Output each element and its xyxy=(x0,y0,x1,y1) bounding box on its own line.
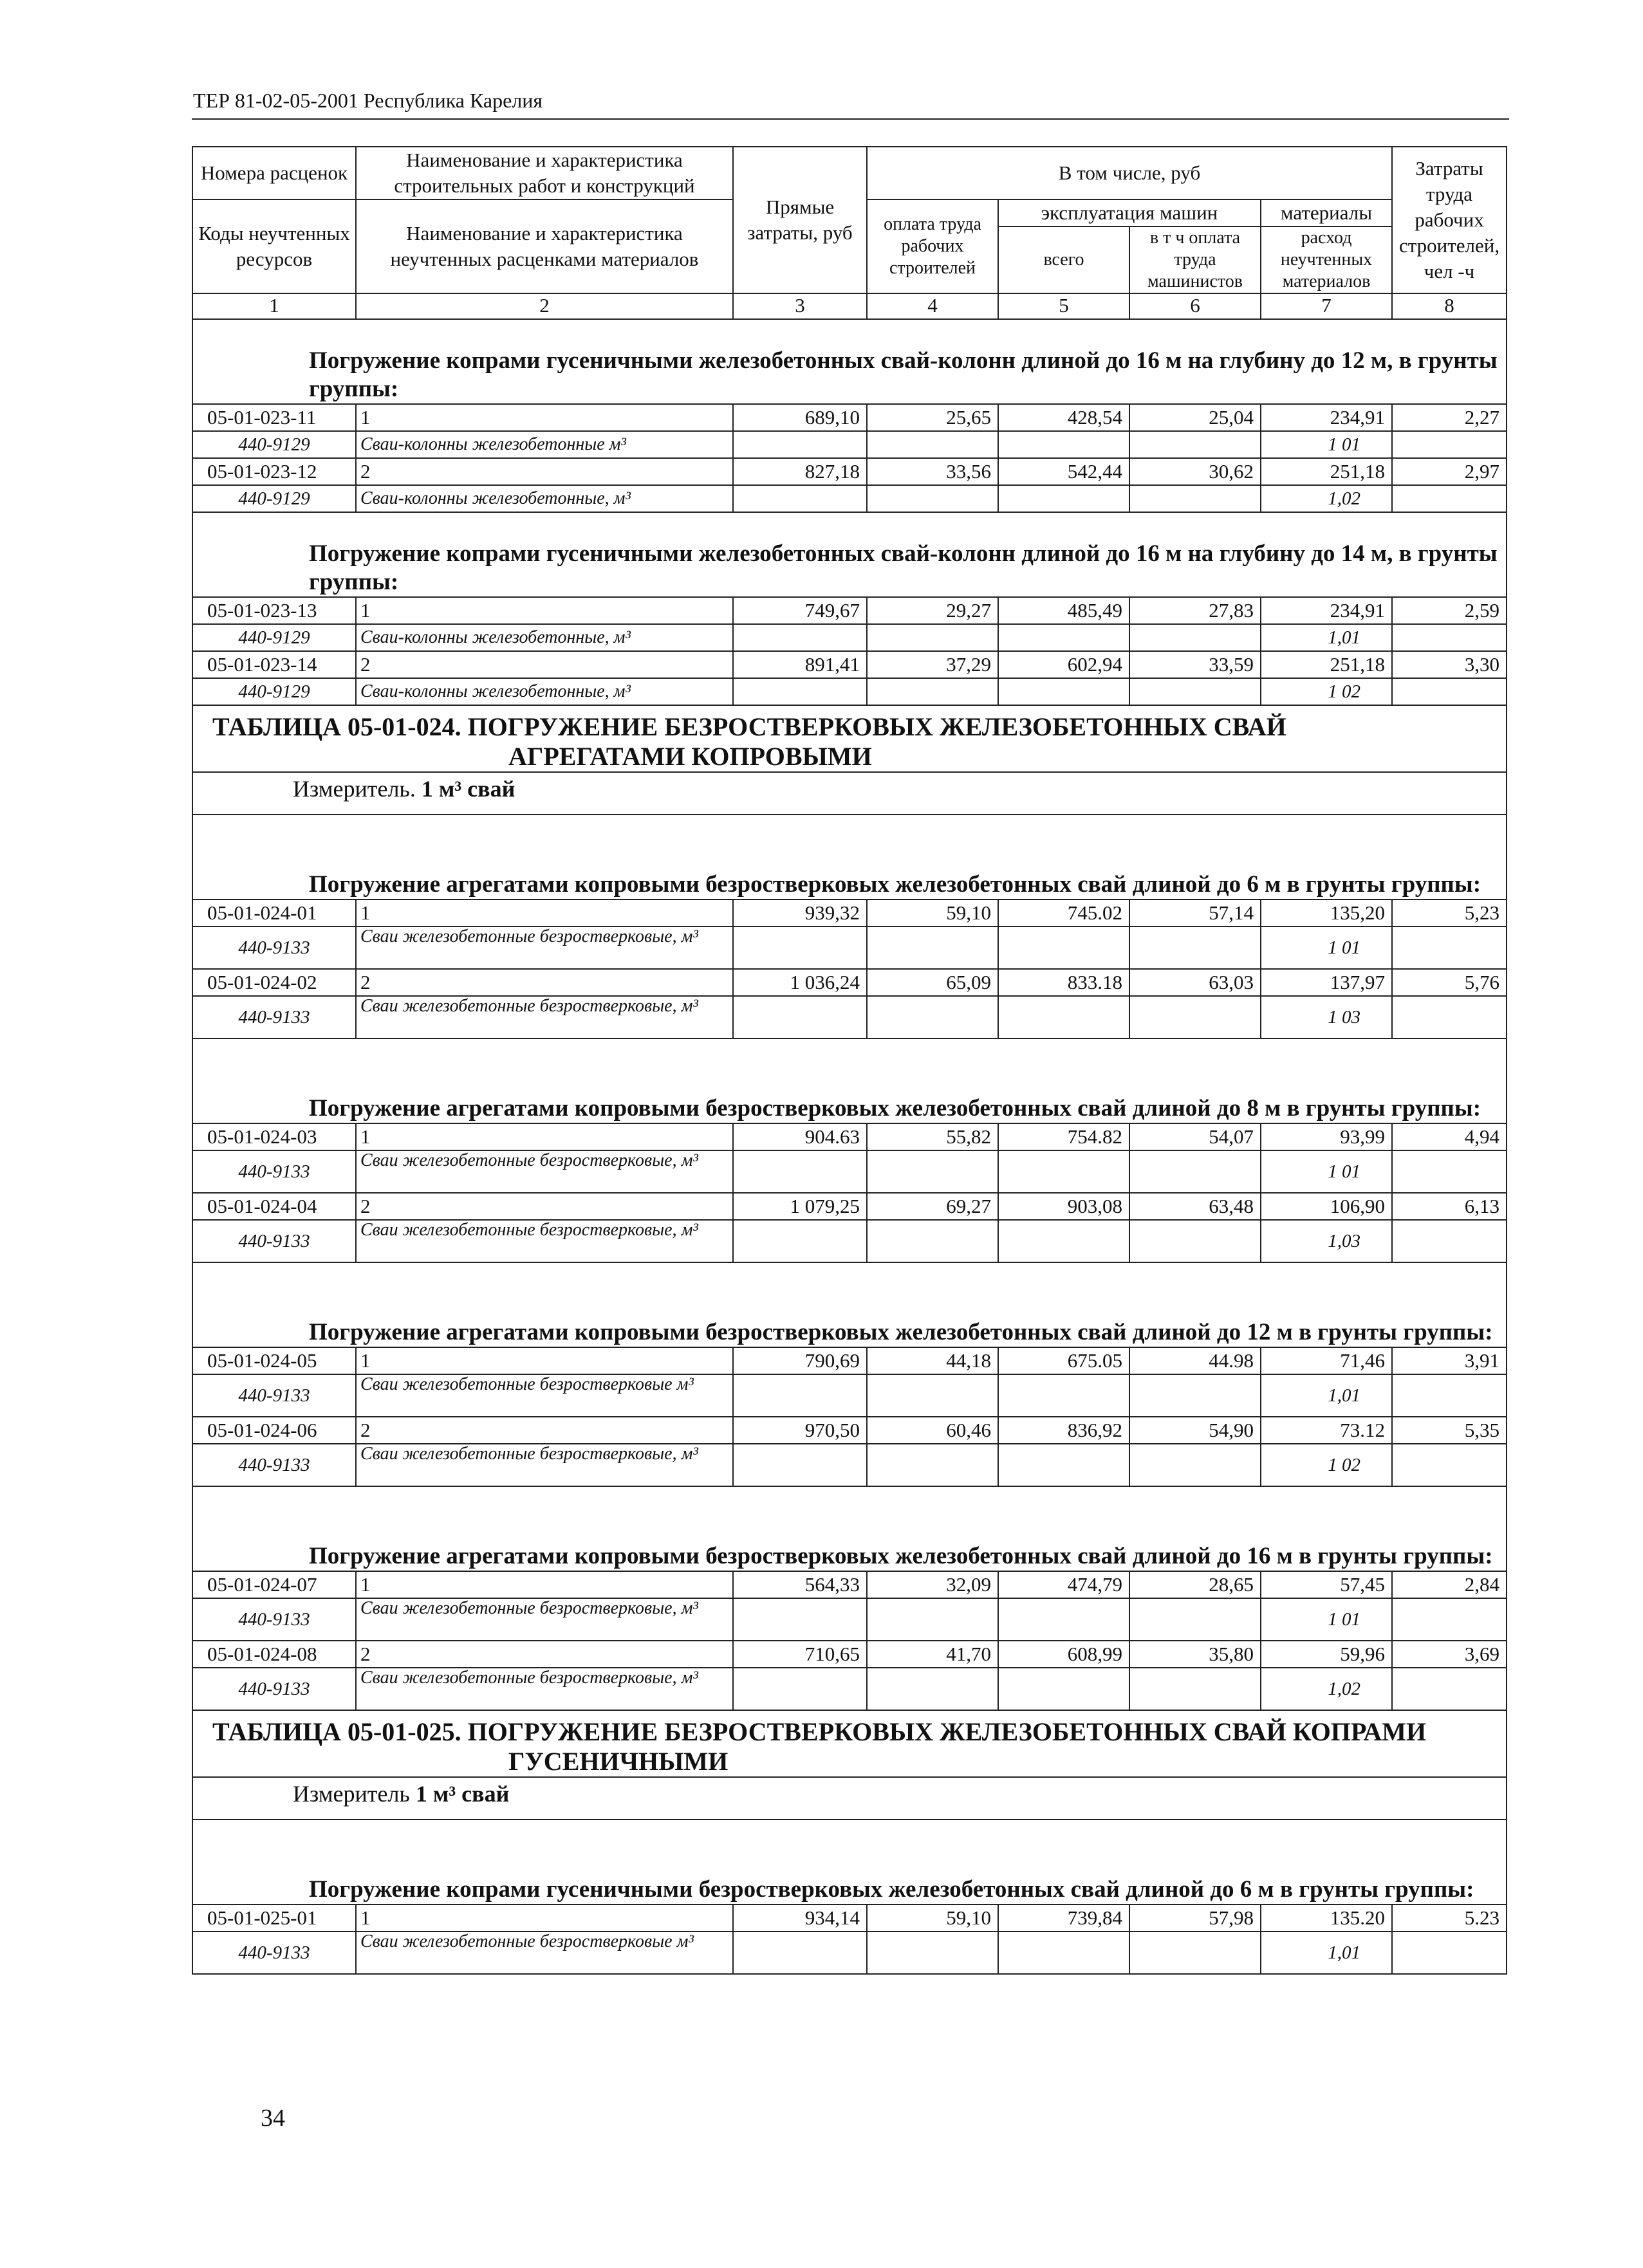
direct-costs-empty xyxy=(733,1444,867,1486)
operator-pay-empty xyxy=(1129,1220,1261,1262)
direct-costs: 827,18 xyxy=(733,458,867,485)
material-code: 440-9129 xyxy=(192,485,356,512)
labor-hours-empty xyxy=(1392,678,1507,705)
measure-label: Измеритель. xyxy=(293,776,416,802)
head-machines: эксплуатация машин xyxy=(998,199,1261,226)
labor-hours: 3,69 xyxy=(1392,1641,1507,1668)
worker-pay-empty xyxy=(867,996,998,1038)
materials-cost: 57,45 xyxy=(1261,1571,1392,1598)
operator-pay-empty xyxy=(1129,678,1261,705)
material-quantity: 1 01 xyxy=(1261,927,1392,969)
table-row xyxy=(192,899,1507,927)
table-title xyxy=(192,1710,1507,1777)
column-number: 1 xyxy=(192,293,356,319)
column-number: 7 xyxy=(1261,293,1392,319)
direct-costs-empty xyxy=(733,1220,867,1262)
worker-pay-empty xyxy=(867,624,998,651)
direct-costs: 970,50 xyxy=(733,1417,867,1444)
column-number: 5 xyxy=(998,293,1129,319)
table-row xyxy=(192,1347,1507,1374)
worker-pay: 59,10 xyxy=(867,1904,998,1931)
table-title-line-2: АГРЕГАТАМИ КОПРОВЫМИ xyxy=(508,742,872,771)
operator-pay: 63,03 xyxy=(1129,969,1261,996)
operator-pay-empty xyxy=(1129,485,1261,512)
material-name: Сваи железобетонные безростверковые, м³ xyxy=(356,1150,733,1193)
table-row xyxy=(192,597,1507,624)
labor-hours: 5,76 xyxy=(1392,969,1507,996)
materials-cost: 251,18 xyxy=(1261,458,1392,485)
machines-total-empty xyxy=(998,678,1129,705)
section-title: Погружение агрегатами копровыми безростверковых железобетонных свай длиной до 8 м в грунты группы: xyxy=(192,1038,1507,1123)
material-name: Сваи-колонны железобетонные, м³ xyxy=(356,485,733,512)
materials-cost: 106,90 xyxy=(1261,1193,1392,1220)
worker-pay: 29,27 xyxy=(867,597,998,624)
worker-pay-empty xyxy=(867,431,998,458)
direct-costs-empty xyxy=(733,678,867,705)
material-row xyxy=(192,1150,1507,1193)
section-title: Погружение агрегатами копровыми безростверковых железобетонных свай длиной до 16 м в грунты группы: xyxy=(192,1486,1507,1571)
labor-hours-empty xyxy=(1392,927,1507,969)
operator-pay-empty xyxy=(1129,624,1261,651)
soil-group: 2 xyxy=(356,1193,733,1220)
rate-code: 05-01-023-13 xyxy=(192,597,356,624)
material-row xyxy=(192,996,1507,1038)
direct-costs: 710,65 xyxy=(733,1641,867,1668)
worker-pay: 60,46 xyxy=(867,1417,998,1444)
labor-hours: 2,59 xyxy=(1392,597,1507,624)
direct-costs-empty xyxy=(733,624,867,651)
head-labor-hours: Затраты труда рабочих строителей, чел -ч xyxy=(1392,147,1507,293)
soil-group: 2 xyxy=(356,458,733,485)
material-name: Сваи-колонны железобетонные м³ xyxy=(356,431,733,458)
machines-total: 428,54 xyxy=(998,404,1129,431)
soil-group: 1 xyxy=(356,1904,733,1931)
worker-pay-empty xyxy=(867,678,998,705)
material-code: 440-9129 xyxy=(192,624,356,651)
labor-hours: 3,30 xyxy=(1392,651,1507,678)
machines-total-empty xyxy=(998,485,1129,512)
operator-pay-empty xyxy=(1129,1598,1261,1641)
machines-total-empty xyxy=(998,1374,1129,1417)
worker-pay-empty xyxy=(867,1598,998,1641)
operator-pay-empty xyxy=(1129,1374,1261,1417)
direct-costs: 1 079,25 xyxy=(733,1193,867,1220)
section-title: Погружение агрегатами копровыми безростверковых железобетонных свай длиной до 12 м в грунты группы: xyxy=(192,1262,1507,1347)
head-name-bottom: Наименование и характеристика неучтенных расценками материалов xyxy=(356,199,733,293)
head-material-usage: расход неучтенных материалов xyxy=(1261,226,1392,293)
worker-pay-empty xyxy=(867,1931,998,1974)
material-code: 440-9133 xyxy=(192,996,356,1038)
operator-pay: 57,98 xyxy=(1129,1904,1261,1931)
labor-hours: 6,13 xyxy=(1392,1193,1507,1220)
labor-hours-empty xyxy=(1392,1150,1507,1193)
section-title: Погружение агрегатами копровыми безростверковых железобетонных свай длиной до 6 м в грунты группы: xyxy=(192,815,1507,899)
soil-group: 2 xyxy=(356,969,733,996)
material-row xyxy=(192,431,1507,458)
head-machines-total: всего xyxy=(998,226,1129,293)
material-quantity: 1 01 xyxy=(1261,431,1392,458)
rate-code: 05-01-024-01 xyxy=(192,899,356,927)
worker-pay: 69,27 xyxy=(867,1193,998,1220)
head-operator-pay: в т ч оплата труда машинистов xyxy=(1129,226,1261,293)
labor-hours-empty xyxy=(1392,1220,1507,1262)
labor-hours-empty xyxy=(1392,1444,1507,1486)
material-code: 440-9129 xyxy=(192,431,356,458)
head-direct-costs: Прямые затраты, руб xyxy=(733,147,867,293)
labor-hours: 5.23 xyxy=(1392,1904,1507,1931)
rate-code: 05-01-024-07 xyxy=(192,1571,356,1598)
machines-total: 485,49 xyxy=(998,597,1129,624)
head-codes-bottom: Коды неучтенных ресурсов xyxy=(192,199,356,293)
operator-pay-empty xyxy=(1129,1150,1261,1193)
material-quantity: 1 02 xyxy=(1261,678,1392,705)
machines-total: 745.02 xyxy=(998,899,1129,927)
worker-pay: 32,09 xyxy=(867,1571,998,1598)
rate-code: 05-01-024-05 xyxy=(192,1347,356,1374)
material-code: 440-9133 xyxy=(192,1444,356,1486)
operator-pay: 28,65 xyxy=(1129,1571,1261,1598)
head-codes-top: Номера расценок xyxy=(192,147,356,199)
direct-costs-empty xyxy=(733,1374,867,1417)
worker-pay: 41,70 xyxy=(867,1641,998,1668)
labor-hours: 2,84 xyxy=(1392,1571,1507,1598)
machines-total-empty xyxy=(998,1668,1129,1710)
material-row xyxy=(192,1931,1507,1974)
soil-group: 1 xyxy=(356,1123,733,1150)
rate-code: 05-01-023-12 xyxy=(192,458,356,485)
table-title-line-1: ТАБЛИЦА 05-01-024. ПОГРУЖЕНИЕ БЕЗРОСТВЕРКОВЫХ ЖЕЛЕЗОБЕТОННЫХ СВАЙ xyxy=(212,712,1286,741)
operator-pay: 54,90 xyxy=(1129,1417,1261,1444)
worker-pay-empty xyxy=(867,927,998,969)
operator-pay-empty xyxy=(1129,927,1261,969)
machines-total-empty xyxy=(998,1150,1129,1193)
direct-costs-empty xyxy=(733,485,867,512)
labor-hours-empty xyxy=(1392,1598,1507,1641)
labor-hours: 3,91 xyxy=(1392,1347,1507,1374)
material-code: 440-9133 xyxy=(192,1598,356,1641)
material-quantity: 1 01 xyxy=(1261,1150,1392,1193)
material-row xyxy=(192,1220,1507,1262)
rate-code: 05-01-024-03 xyxy=(192,1123,356,1150)
material-code: 440-9133 xyxy=(192,1931,356,1974)
soil-group: 1 xyxy=(356,1571,733,1598)
table-row xyxy=(192,1641,1507,1668)
column-number: 2 xyxy=(356,293,733,319)
soil-group: 1 xyxy=(356,404,733,431)
column-numbers-row xyxy=(192,293,1507,319)
head-worker-pay: оплата труда рабочих строителей xyxy=(867,199,998,293)
soil-group: 2 xyxy=(356,651,733,678)
page-number: 34 xyxy=(261,2105,285,2132)
direct-costs-empty xyxy=(733,1668,867,1710)
material-quantity: 1,01 xyxy=(1261,1374,1392,1417)
machines-total: 602,94 xyxy=(998,651,1129,678)
price-table xyxy=(192,146,1507,1975)
labor-hours-empty xyxy=(1392,1374,1507,1417)
direct-costs: 939,32 xyxy=(733,899,867,927)
operator-pay: 27,83 xyxy=(1129,597,1261,624)
material-quantity: 1,03 xyxy=(1261,1220,1392,1262)
column-number: 6 xyxy=(1129,293,1261,319)
material-quantity: 1 02 xyxy=(1261,1444,1392,1486)
materials-cost: 93,99 xyxy=(1261,1123,1392,1150)
direct-costs: 891,41 xyxy=(733,651,867,678)
machines-total-empty xyxy=(998,1220,1129,1262)
operator-pay: 63,48 xyxy=(1129,1193,1261,1220)
table-row xyxy=(192,1571,1507,1598)
material-quantity: 1,01 xyxy=(1261,624,1392,651)
worker-pay: 59,10 xyxy=(867,899,998,927)
rate-code: 05-01-023-14 xyxy=(192,651,356,678)
materials-cost: 234,91 xyxy=(1261,404,1392,431)
material-name: Сваи железобетонные безростверковые, м³ xyxy=(356,1598,733,1641)
operator-pay: 57,14 xyxy=(1129,899,1261,927)
direct-costs: 564,33 xyxy=(733,1571,867,1598)
operator-pay: 30,62 xyxy=(1129,458,1261,485)
material-row xyxy=(192,927,1507,969)
material-name: Сваи железобетонные безростверковые, м³ xyxy=(356,1220,733,1262)
worker-pay: 55,82 xyxy=(867,1123,998,1150)
direct-costs: 790,69 xyxy=(733,1347,867,1374)
operator-pay-empty xyxy=(1129,996,1261,1038)
measure-unit xyxy=(192,1777,1507,1820)
worker-pay: 33,56 xyxy=(867,458,998,485)
material-quantity: 1 03 xyxy=(1261,996,1392,1038)
column-number: 8 xyxy=(1392,293,1507,319)
machines-total-empty xyxy=(998,431,1129,458)
material-code: 440-9133 xyxy=(192,1150,356,1193)
machines-total-empty xyxy=(998,624,1129,651)
material-row xyxy=(192,1444,1507,1486)
machines-total-empty xyxy=(998,927,1129,969)
soil-group: 1 xyxy=(356,597,733,624)
labor-hours: 4,94 xyxy=(1392,1123,1507,1150)
head-name-top: Наименование и характеристика строительных работ и конструкций xyxy=(356,147,733,199)
material-quantity: 1,02 xyxy=(1261,1668,1392,1710)
labor-hours-empty xyxy=(1392,1668,1507,1710)
material-name: Сваи железобетонные безростверковые м³ xyxy=(356,1931,733,1974)
soil-group: 2 xyxy=(356,1417,733,1444)
column-number: 3 xyxy=(733,293,867,319)
header-rule xyxy=(192,118,1509,120)
material-name: Сваи железобетонные безростверковые, м³ xyxy=(356,1444,733,1486)
worker-pay-empty xyxy=(867,1220,998,1262)
table-row xyxy=(192,1417,1507,1444)
direct-costs-empty xyxy=(733,1598,867,1641)
materials-cost: 71,46 xyxy=(1261,1347,1392,1374)
materials-cost: 251,18 xyxy=(1261,651,1392,678)
material-name: Сваи-колонны железобетонные, м³ xyxy=(356,678,733,705)
operator-pay-empty xyxy=(1129,1444,1261,1486)
section-title: Погружение копрами гусеничными железобетонных свай-колонн длиной до 16 м на глубину до 12 м, в грунты группы: xyxy=(192,319,1507,404)
machines-total-empty xyxy=(998,1598,1129,1641)
labor-hours-empty xyxy=(1392,624,1507,651)
machines-total: 542,44 xyxy=(998,458,1129,485)
table-row xyxy=(192,404,1507,431)
worker-pay: 44,18 xyxy=(867,1347,998,1374)
rate-code: 05-01-023-11 xyxy=(192,404,356,431)
machines-total-empty xyxy=(998,1931,1129,1974)
table-title xyxy=(192,705,1507,772)
direct-costs-empty xyxy=(733,927,867,969)
operator-pay-empty xyxy=(1129,431,1261,458)
worker-pay-empty xyxy=(867,1150,998,1193)
material-code: 440-9133 xyxy=(192,927,356,969)
table-row xyxy=(192,1904,1507,1931)
table-row xyxy=(192,651,1507,678)
labor-hours: 5,35 xyxy=(1392,1417,1507,1444)
worker-pay: 37,29 xyxy=(867,651,998,678)
machines-total: 739,84 xyxy=(998,1904,1129,1931)
material-code: 440-9133 xyxy=(192,1374,356,1417)
material-row xyxy=(192,485,1507,512)
machines-total: 675.05 xyxy=(998,1347,1129,1374)
machines-total-empty xyxy=(998,1444,1129,1486)
table-title-line-2: ГУСЕНИЧНЫМИ xyxy=(508,1747,729,1776)
material-row xyxy=(192,1668,1507,1710)
materials-cost: 135,20 xyxy=(1261,899,1392,927)
machines-total: 903,08 xyxy=(998,1193,1129,1220)
labor-hours: 2,97 xyxy=(1392,458,1507,485)
operator-pay: 35,80 xyxy=(1129,1641,1261,1668)
running-header: ТЕР 81-02-05-2001 Республика Карелия xyxy=(193,89,543,112)
direct-costs-empty xyxy=(733,1150,867,1193)
material-quantity: 1 01 xyxy=(1261,1598,1392,1641)
measure-label: Измеритель xyxy=(293,1781,410,1807)
material-name: Сваи-колонны железобетонные, м³ xyxy=(356,624,733,651)
rate-code: 05-01-024-02 xyxy=(192,969,356,996)
rate-code: 05-01-025-01 xyxy=(192,1904,356,1931)
material-name: Сваи железобетонные безростверковые, м³ xyxy=(356,927,733,969)
material-row xyxy=(192,678,1507,705)
soil-group: 1 xyxy=(356,1347,733,1374)
table-row xyxy=(192,1193,1507,1220)
direct-costs: 1 036,24 xyxy=(733,969,867,996)
rate-code: 05-01-024-06 xyxy=(192,1417,356,1444)
labor-hours-empty xyxy=(1392,996,1507,1038)
worker-pay-empty xyxy=(867,1444,998,1486)
worker-pay-empty xyxy=(867,485,998,512)
machines-total: 608,99 xyxy=(998,1641,1129,1668)
rate-code: 05-01-024-04 xyxy=(192,1193,356,1220)
operator-pay: 54,07 xyxy=(1129,1123,1261,1150)
material-name: Сваи железобетонные безростверковые м³ xyxy=(356,1374,733,1417)
worker-pay: 25,65 xyxy=(867,404,998,431)
material-code: 440-9133 xyxy=(192,1668,356,1710)
materials-cost: 135.20 xyxy=(1261,1904,1392,1931)
direct-costs: 904.63 xyxy=(733,1123,867,1150)
materials-cost: 137,97 xyxy=(1261,969,1392,996)
measure-value: 1 м³ свай xyxy=(415,1781,510,1807)
material-row xyxy=(192,1598,1507,1641)
section-title: Погружение копрами гусеничными железобетонных свай-колонн длиной до 16 м на глубину до 14 м, в грунты группы: xyxy=(192,512,1507,597)
materials-cost: 59,96 xyxy=(1261,1641,1392,1668)
material-code: 440-9133 xyxy=(192,1220,356,1262)
worker-pay-empty xyxy=(867,1374,998,1417)
labor-hours-empty xyxy=(1392,431,1507,458)
labor-hours-empty xyxy=(1392,485,1507,512)
direct-costs: 934,14 xyxy=(733,1904,867,1931)
machines-total: 836,92 xyxy=(998,1417,1129,1444)
direct-costs-empty xyxy=(733,996,867,1038)
column-number: 4 xyxy=(867,293,998,319)
machines-total: 474,79 xyxy=(998,1571,1129,1598)
operator-pay-empty xyxy=(1129,1668,1261,1710)
operator-pay: 25,04 xyxy=(1129,404,1261,431)
table-row xyxy=(192,1123,1507,1150)
head-materials: материалы xyxy=(1261,199,1392,226)
soil-group: 2 xyxy=(356,1641,733,1668)
operator-pay-empty xyxy=(1129,1931,1261,1974)
machines-total: 754.82 xyxy=(998,1123,1129,1150)
rate-code: 05-01-024-08 xyxy=(192,1641,356,1668)
measure-value: 1 м³ свай xyxy=(421,776,515,802)
direct-costs: 749,67 xyxy=(733,597,867,624)
worker-pay-empty xyxy=(867,1668,998,1710)
operator-pay: 44.98 xyxy=(1129,1347,1261,1374)
head-including: В том числе, руб xyxy=(867,147,1392,199)
material-row xyxy=(192,1374,1507,1417)
worker-pay: 65,09 xyxy=(867,969,998,996)
operator-pay: 33,59 xyxy=(1129,651,1261,678)
direct-costs-empty xyxy=(733,1931,867,1974)
machines-total: 833.18 xyxy=(998,969,1129,996)
material-name: Сваи железобетонные безростверковые, м³ xyxy=(356,1668,733,1710)
labor-hours: 2,27 xyxy=(1392,404,1507,431)
material-quantity: 1,01 xyxy=(1261,1931,1392,1974)
material-code: 440-9129 xyxy=(192,678,356,705)
materials-cost: 234,91 xyxy=(1261,597,1392,624)
material-name: Сваи железобетонные безростверковые, м³ xyxy=(356,996,733,1038)
direct-costs: 689,10 xyxy=(733,404,867,431)
direct-costs-empty xyxy=(733,431,867,458)
material-quantity: 1,02 xyxy=(1261,485,1392,512)
table-row xyxy=(192,458,1507,485)
materials-cost: 73.12 xyxy=(1261,1417,1392,1444)
section-title: Погружение копрами гусеничными безростверковых железобетонных свай длиной до 6 м в грунты группы: xyxy=(192,1820,1507,1904)
labor-hours-empty xyxy=(1392,1931,1507,1974)
machines-total-empty xyxy=(998,996,1129,1038)
table-title-line-1: ТАБЛИЦА 05-01-025. ПОГРУЖЕНИЕ БЕЗРОСТВЕРКОВЫХ ЖЕЛЕЗОБЕТОННЫХ СВАЙ КОПРАМИ xyxy=(212,1717,1427,1746)
material-row xyxy=(192,624,1507,651)
table-row xyxy=(192,969,1507,996)
labor-hours: 5,23 xyxy=(1392,899,1507,927)
measure-unit xyxy=(192,772,1507,815)
soil-group: 1 xyxy=(356,899,733,927)
